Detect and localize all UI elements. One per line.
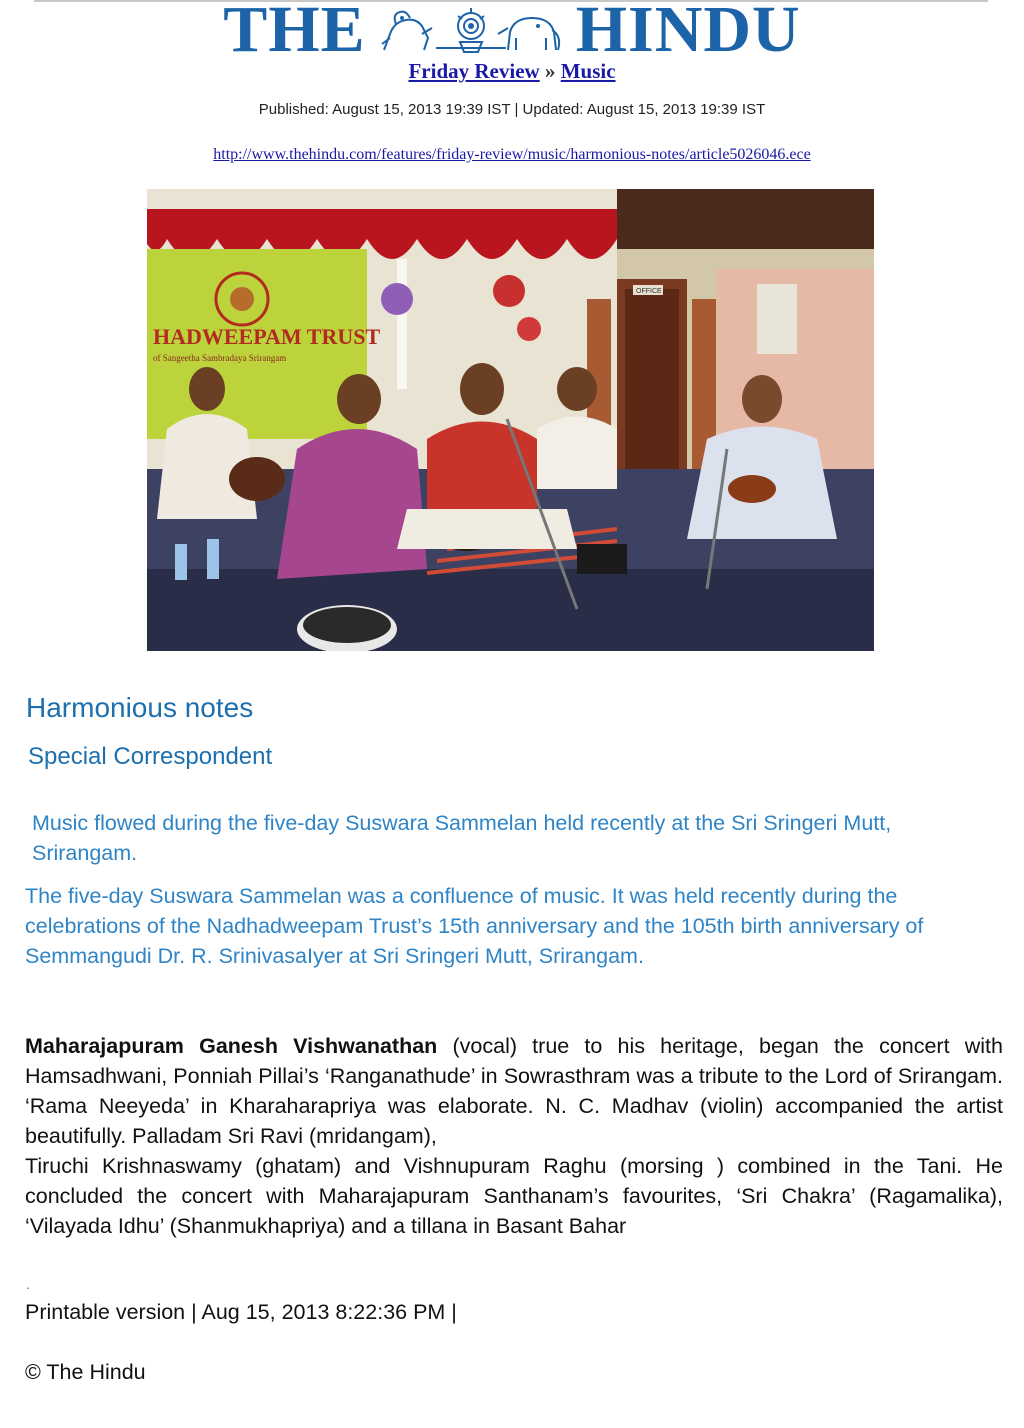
- masthead-word-hindu: HINDU: [575, 0, 801, 66]
- article-url: [0, 146, 1024, 164]
- concert-photo: [147, 189, 874, 651]
- article-body-paragraph-1-text: (vocal) true to his heritage, began the concert with Hamsadhwani, Ponniah Pillai’s ‘Ranganathude’ in Sowrasthram was a tribute to the Lord of Srirangam. ‘Rama Neeyeda’ in Kharaharapriya was elaborate. N. C. Madhav (violin) accompanied the artist beautifully. Palladam Sri Ravi (mridangam),: [25, 1034, 1003, 1148]
- lion-elephant-crest-icon: [376, 4, 566, 56]
- article-body-paragraph-2: Tiruchi Krishnaswamy (ghatam) and Vishnupuram Raghu (morsing ) combined in the Tani. He concluded the concert with Maharajapuram Santhanam’s favourites, ‘Sri Chakra’ (Ragamalika), ‘Vilayada Idhu’ (Shanmukhapriya) and a tillana in Basant Bahar: [25, 1154, 1003, 1238]
- breadcrumb: [0, 59, 1024, 84]
- published-timestamp: Published: August 15, 2013 19:39 IST | Updated: August 15, 2013 19:39 IST: [258, 101, 766, 118]
- banner-subtext: of Sangeetha Sambradaya Srirangam: [153, 353, 287, 363]
- article-body: [25, 1031, 1003, 1241]
- banner-text: HADWEEPAM TRUST: [153, 324, 381, 349]
- article-url-link[interactable]: http://www.thehindu.com/features/friday-review/music/harmonious-notes/article5026046.ece: [213, 146, 811, 163]
- article-headline: Harmonious notes: [26, 692, 254, 723]
- breadcrumb-separator: »: [544, 59, 556, 83]
- concert-photo-illustration: [147, 189, 874, 651]
- breadcrumb-link-friday-review[interactable]: Friday Review: [408, 59, 540, 83]
- printable-version-line: Printable version | Aug 15, 2013 8:22:36 PM |: [25, 1300, 457, 1324]
- door-sign: OFFICE: [636, 288, 662, 295]
- breadcrumb-link-music[interactable]: Music: [560, 59, 616, 83]
- article-byline: Special Correspondent: [28, 743, 273, 770]
- masthead-word-the: THE: [223, 0, 366, 66]
- article-body-paragraph-1: [25, 1031, 1003, 1151]
- artist-name: Maharajapuram Ganesh Vishwanathan: [25, 1034, 438, 1058]
- copyright: © The Hindu: [25, 1360, 146, 1384]
- masthead: [0, 0, 1024, 66]
- article-intro: The five-day Suswara Sammelan was a confluence of music. It was held recently during the celebrations of the Nadhadweepam Trust’s 15th anniversary and the 105th birth anniversary of Semmangudi Dr. R. SrinivasaIyer at Sri Sringeri Mutt, Srirangam.: [25, 884, 924, 968]
- article-lede: Music flowed during the five-day Suswara Sammelan held recently at the Sri Sringeri Mutt, Srirangam.: [32, 811, 892, 865]
- separator-dot: .: [26, 1276, 30, 1292]
